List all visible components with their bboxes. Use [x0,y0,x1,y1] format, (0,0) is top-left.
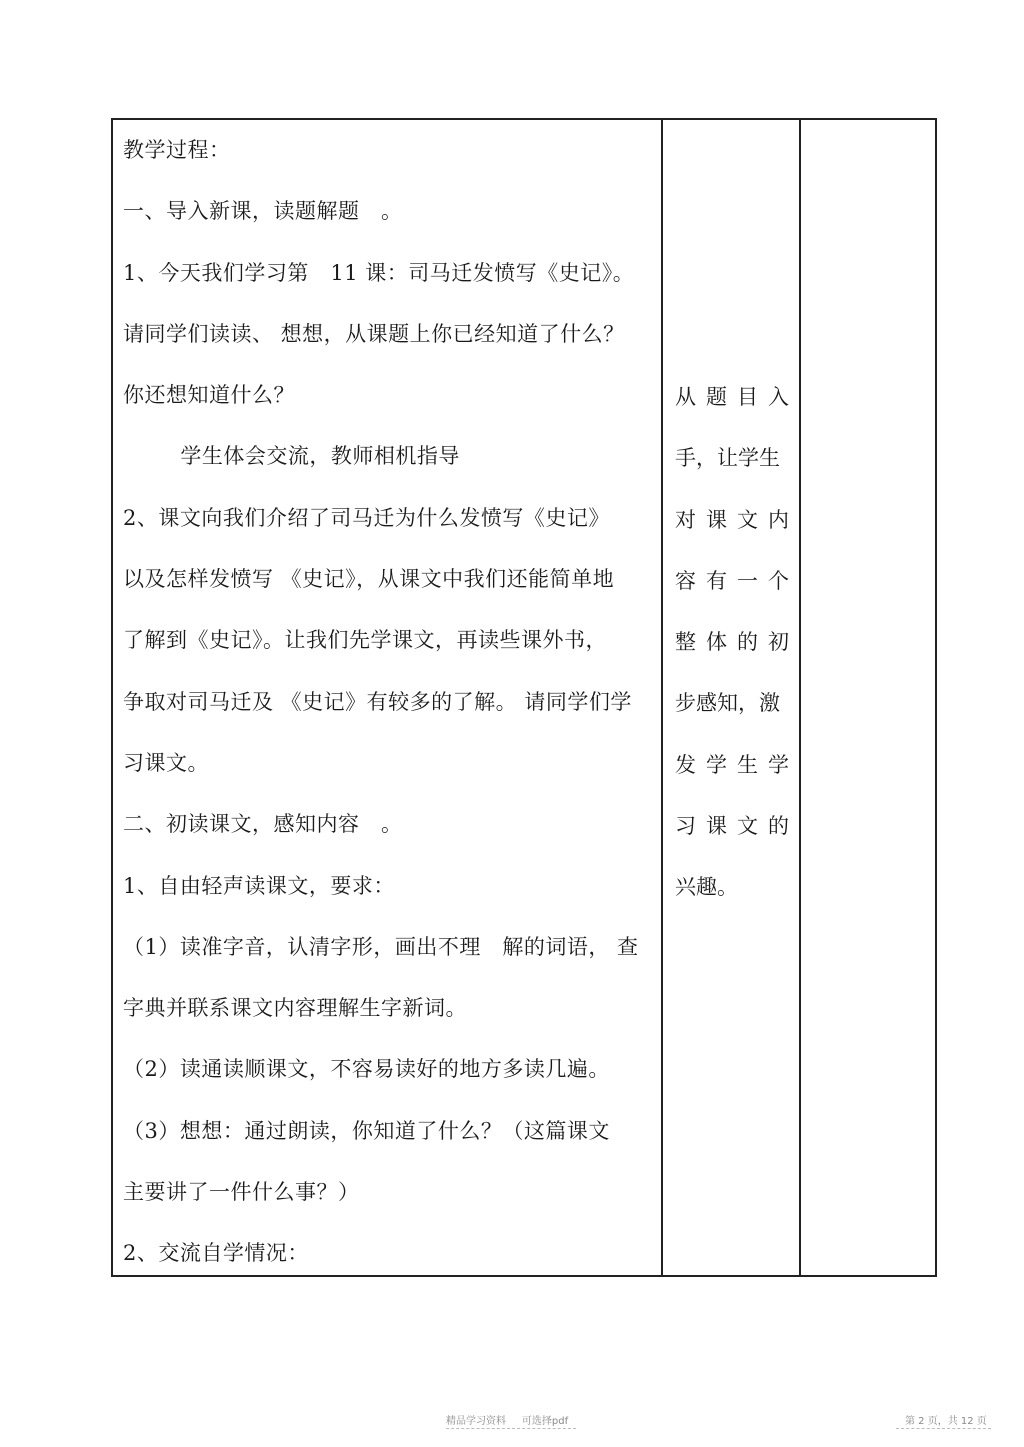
note-line: 步感知，激 [675,691,780,716]
text-line: 2、交流自学情况： [123,1241,309,1266]
text-line: 二、初读课文，感知内容 。 [123,812,403,837]
text-line: 一、导入新课，读题解题 。 [123,199,403,224]
text-line: （1）读准字音，认清字形，画出不理 解的词语， 查 [123,934,639,959]
text-line: （3）想想：通过朗读，你知道了什么？（这篇课文 [123,1118,610,1143]
text-line: 争取对司马迁及 《史记》有较多的了解。 请同学们学 [123,689,632,714]
note-line: 整体的初 [675,630,789,655]
text-line: 1、自由轻声读课文，要求： [123,873,395,898]
text-line: 1、今天我们学习第 11 课：司马迁发愤写《史记》。 [123,260,635,285]
text-line: 你还想知道什么？ [123,383,295,408]
design-intent-column [663,120,801,1275]
text-line: 习课文。 [123,750,209,775]
text-line: 以及怎样发愤写 《史记》，从课文中我们还能简单地 [123,567,615,592]
text-line: 主要讲了一件什么事？） [123,1180,360,1205]
note-line: 手，让学生 [675,446,780,471]
blank-column [801,120,935,1275]
footer-left-dash [446,1428,576,1429]
text-line: （2）读通读顺课文，不容易读好的地方多读几遍。 [123,1057,610,1082]
text-line: 了解到《史记》。让我们先学课文，再读些课外书， [123,628,607,653]
footer-left-text: 精品学习资料 可选择pdf [446,1416,569,1427]
note-line: 习课文的 [675,814,789,839]
text-line: 教学过程： [123,138,231,162]
text-line: 学生体会交流，教师相机指导 [123,444,460,469]
note-line: 从题目入 [675,385,789,409]
note-line: 对课文内 [675,507,789,532]
lesson-table [111,118,937,1277]
note-line: 发学生学 [675,752,789,777]
note-line: 容有一个 [675,568,789,593]
text-line: 2、课文向我们介绍了司马迁为什么发愤写《史记》 [123,505,610,530]
text-line: 请同学们读读、 想想，从课题上你已经知道了什么？ [123,321,625,346]
teaching-process-column [113,120,663,1275]
footer-right-dash [896,1428,991,1429]
page-number: 第 2 页，共 12 页 [905,1416,987,1427]
note-line: 兴趣。 [675,875,738,900]
text-line: 字典并联系课文内容理解生字新词。 [123,996,467,1021]
